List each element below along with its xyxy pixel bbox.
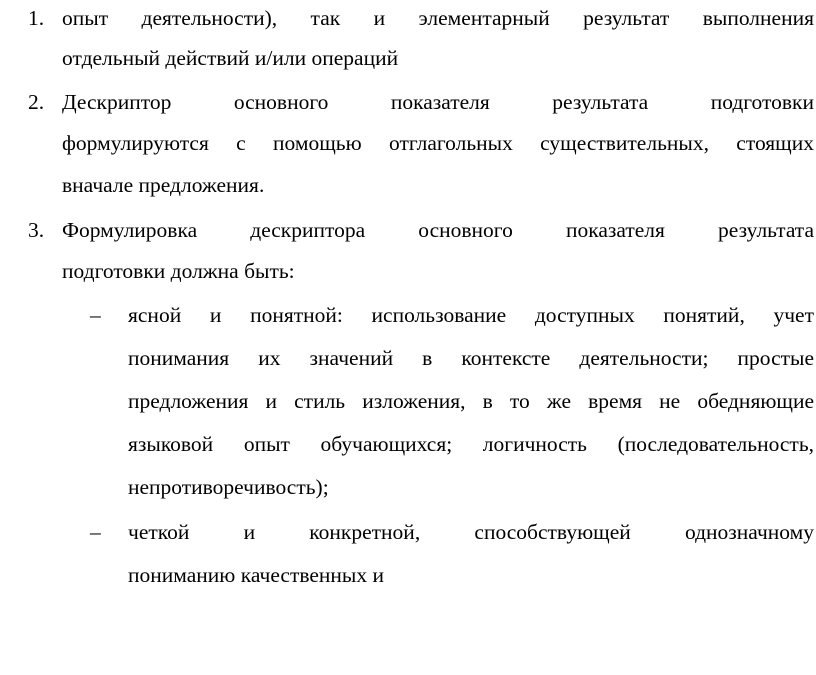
text-line: отдельный действий и/или операций xyxy=(62,46,399,70)
dash-marker: – xyxy=(90,303,101,327)
list-number: 1. xyxy=(28,6,45,30)
dash-marker: – xyxy=(90,520,101,544)
text-line: непротиворечивость); xyxy=(128,475,329,499)
list-number: 2. xyxy=(28,90,45,114)
text-line: Формулировка дескриптора основного показателя результата xyxy=(62,218,814,242)
text-line: формулируются с помощью отглагольных существительных, стоящих xyxy=(62,131,814,155)
text-line: понимания их значений в контексте деятельности; простые xyxy=(128,346,814,370)
text-line: вначале предложения. xyxy=(62,173,265,197)
text-line: подготовки должна быть: xyxy=(62,259,295,283)
text-line: опыт деятельности), так и элементарный результат выполнения xyxy=(62,6,814,30)
text-line: Дескриптор основного показателя результата подготовки xyxy=(62,90,814,114)
text-line: языковой опыт обучающихся; логичность (последовательность, xyxy=(128,432,814,456)
text-line: четкой и конкретной, способствующей однозначному xyxy=(128,520,814,544)
text-line: предложения и стиль изложения, в то же время не обедняющие xyxy=(128,389,814,413)
list-number: 3. xyxy=(28,218,45,242)
text-line: пониманию качественных и xyxy=(128,563,385,587)
text-line: ясной и понятной: использование доступных понятий, учет xyxy=(128,303,814,327)
